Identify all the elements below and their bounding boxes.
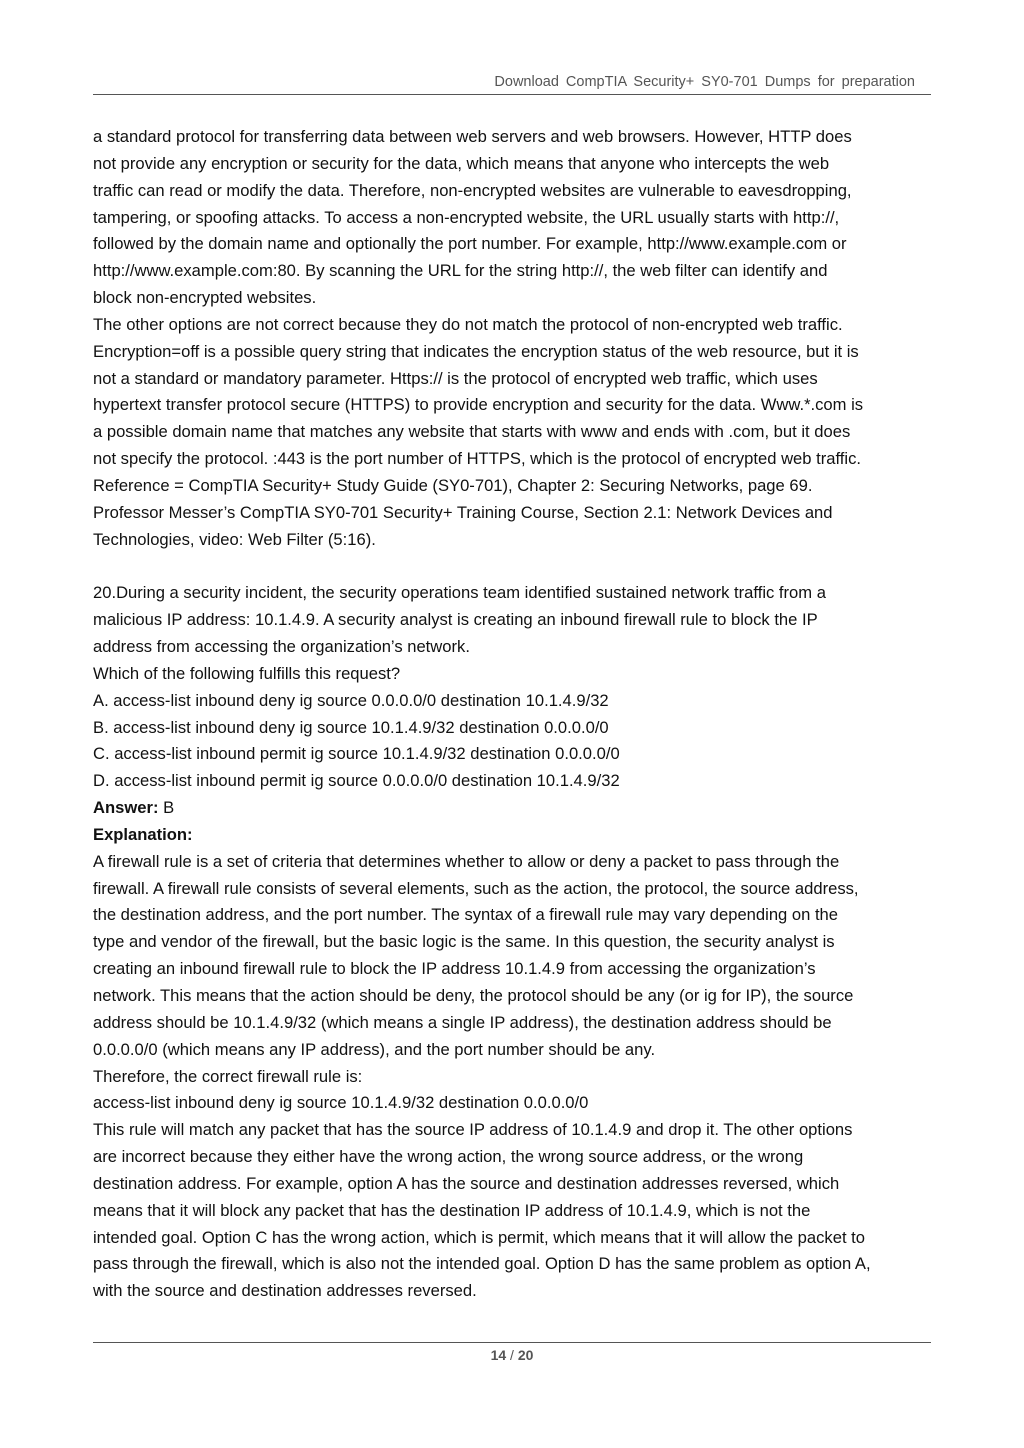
question-prompt: Which of the following fulfills this request?	[93, 663, 401, 683]
question-line: malicious IP address: 10.1.4.9. A security analyst is creating an inbound firewall rule to block the IP	[93, 610, 818, 630]
header-title: Download CompTIA Security+ SY0-701 Dumps for preparation	[494, 74, 915, 90]
page-content	[93, 124, 935, 1305]
explanation-line: Therefore, the correct firewall rule is:	[93, 1066, 363, 1086]
paragraph-gap	[93, 554, 935, 581]
explanation-line: network. This means that the action should be deny, the protocol should be any (or ig for IP), the source	[93, 986, 854, 1005]
option-a: A. access-list inbound deny ig source 0.0.0.0/0 destination 10.1.4.9/32	[93, 690, 609, 710]
question-line: address from accessing the organization’s network.	[93, 637, 470, 657]
explanation-line: A firewall rule is a set of criteria that determines whether to allow or deny a packet to pass through the	[93, 851, 840, 871]
explanation-line: with the source and destination addresses reversed.	[93, 1281, 477, 1301]
intro-line: Encryption=off is a possible query string that indicates the encryption status of the web resource, but it is	[93, 341, 859, 361]
page-header	[93, 72, 931, 95]
intro-line: block non-encrypted websites.	[93, 288, 317, 308]
page-separator: /	[506, 1347, 518, 1363]
option-d: D. access-list inbound permit ig source 0.0.0.0/0 destination 10.1.4.9/32	[93, 771, 620, 791]
answer-line	[93, 795, 935, 822]
explanation-line: firewall. A firewall rule consists of several elements, such as the action, the protocol, the source address,	[93, 878, 859, 898]
firewall-rule-line: access-list inbound deny ig source 10.1.4.9/32 destination 0.0.0.0/0	[93, 1093, 589, 1113]
explanation-line: destination address. For example, option A has the source and destination addresses reversed, which	[93, 1173, 840, 1193]
intro-line: tampering, or spoofing attacks. To access a non-encrypted website, the URL usually starts with http://,	[93, 207, 840, 227]
explanation-line: means that it will block any packet that has the destination IP address of 10.1.4.9, which is not the	[93, 1200, 811, 1220]
explanation-line: intended goal. Option C has the wrong action, which is permit, which means that it will allow the packet to	[93, 1227, 866, 1247]
page-total: 20	[517, 1347, 534, 1363]
answer-label: Answer:	[93, 798, 159, 818]
explanation-line: the destination address, and the port number. The syntax of a firewall rule may vary depending on the	[93, 905, 839, 925]
answer-value: B	[158, 798, 175, 818]
intro-line: not provide any encryption or security for the data, which means that anyone who intercepts the web	[93, 153, 830, 173]
intro-line: not specify the protocol. :443 is the port number of HTTPS, which is the protocol of encrypted web traffic.	[93, 449, 861, 469]
page-number	[0, 1347, 1024, 1363]
intro-line: Reference = CompTIA Security+ Study Guide (SY0-701), Chapter 2: Securing Networks, page 69.	[93, 475, 813, 495]
intro-line: Professor Messer’s CompTIA SY0-701 Security+ Training Course, Section 2.1: Network Devices and	[93, 502, 833, 522]
explanation-line: are incorrect because they either have the wrong action, the wrong source address, or the wrong	[93, 1147, 804, 1167]
intro-line: hypertext transfer protocol secure (HTTPS) to provide encryption and security for the data. Www.*.com is	[93, 395, 864, 415]
explanation-section	[93, 849, 935, 1305]
option-c: C. access-list inbound permit ig source 10.1.4.9/32 destination 0.0.0.0/0	[93, 744, 620, 764]
question-line: 20.During a security incident, the security operations team identified sustained network traffic from a	[93, 583, 826, 603]
intro-line: a possible domain name that matches any website that starts with www and ends with .com, but it does	[93, 422, 851, 442]
question-section	[93, 580, 935, 848]
explanation-line: creating an inbound firewall rule to block the IP address 10.1.4.9 from accessing the organization’s	[93, 959, 816, 979]
explanation-line: type and vendor of the firewall, but the basic logic is the same. In this question, the security analyst is	[93, 932, 835, 952]
page-current: 14	[490, 1347, 507, 1363]
intro-line: traffic can read or modify the data. Therefore, non-encrypted websites are vulnerable to eavesdropping,	[93, 180, 852, 200]
intro-line: followed by the domain name and optionally the port number. For example, http://www.example.com or	[93, 234, 847, 254]
intro-line: not a standard or mandatory parameter. Https:// is the protocol of encrypted web traffic, which uses	[93, 368, 818, 388]
intro-line: a standard protocol for transferring data between web servers and web browsers. However, HTTP does	[93, 127, 852, 146]
option-b: B. access-list inbound deny ig source 10.1.4.9/32 destination 0.0.0.0/0	[93, 717, 609, 737]
intro-line: http://www.example.com:80. By scanning the URL for the string http://, the web filter can identify and	[93, 261, 828, 281]
explanation-line: This rule will match any packet that has the source IP address of 10.1.4.9 and drop it. The other options	[93, 1120, 853, 1140]
intro-line: The other options are not correct because they do not match the protocol of non-encrypted web traffic.	[93, 314, 843, 334]
intro-section	[93, 124, 935, 554]
explanation-line: pass through the firewall, which is also not the intended goal. Option D has the same problem as option A,	[93, 1254, 871, 1274]
footer-divider	[93, 1342, 931, 1343]
explanation-line: address should be 10.1.4.9/32 (which means a single IP address), the destination address should be	[93, 1012, 832, 1032]
explanation-line: 0.0.0.0/0 (which means any IP address), and the port number should be any.	[93, 1039, 656, 1059]
intro-line: Technologies, video: Web Filter (5:16).	[93, 529, 376, 549]
explanation-label: Explanation:	[93, 824, 193, 844]
